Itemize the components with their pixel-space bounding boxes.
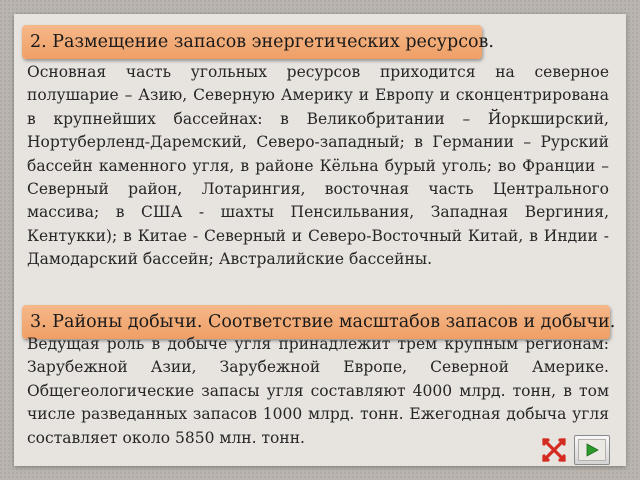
- section-heading-energy-reserves: 2. Размещение запасов энергетических ресурсов.: [22, 25, 482, 59]
- red-x-icon: [538, 435, 570, 465]
- section-text-mining-regions: Ведущая роль в добыче угля принадлежит трем крупным регионам: Зарубежной Азии, Зарубежной Европе, Северной Америке. Общегеологические запасы угля составляют 4000 млрд. тонн, в том числе разведанных запасов 1000 млрд. тонн. Ежегодная добыча угля составляет около 5850 млн. тонн.: [27, 335, 609, 447]
- section-heading-mining-regions: 3. Районы добычи. Соответствие масштабов запасов и добычи.: [22, 305, 610, 339]
- green-triangle-right-icon: [584, 442, 600, 458]
- close-button[interactable]: [536, 435, 572, 465]
- next-slide-button[interactable]: [574, 435, 610, 465]
- section-text-energy-reserves: Основная часть угольных ресурсов приходится на северное полушарие – Азию, Северную Америку и Европу и сконцентрирована в крупнейших бассейнах: в Великобритании – Йоркширский, Нортуберленд-Даремский, Северо-западный; в Германии – Рурский бассейн каменного угля, в районе Кёльна бурый уголь; во Франции – Северный район, Лотарингия, восточная часть Центрального массива; в США - шахты Пенсильвания, Западная Вергиния, Кентукки); в Китае - Северный и Северо-Восточный Китай, в Индии - Дамодарский бассейн; Австралийские бассейны.: [27, 63, 609, 269]
- next-button-face: [578, 439, 606, 461]
